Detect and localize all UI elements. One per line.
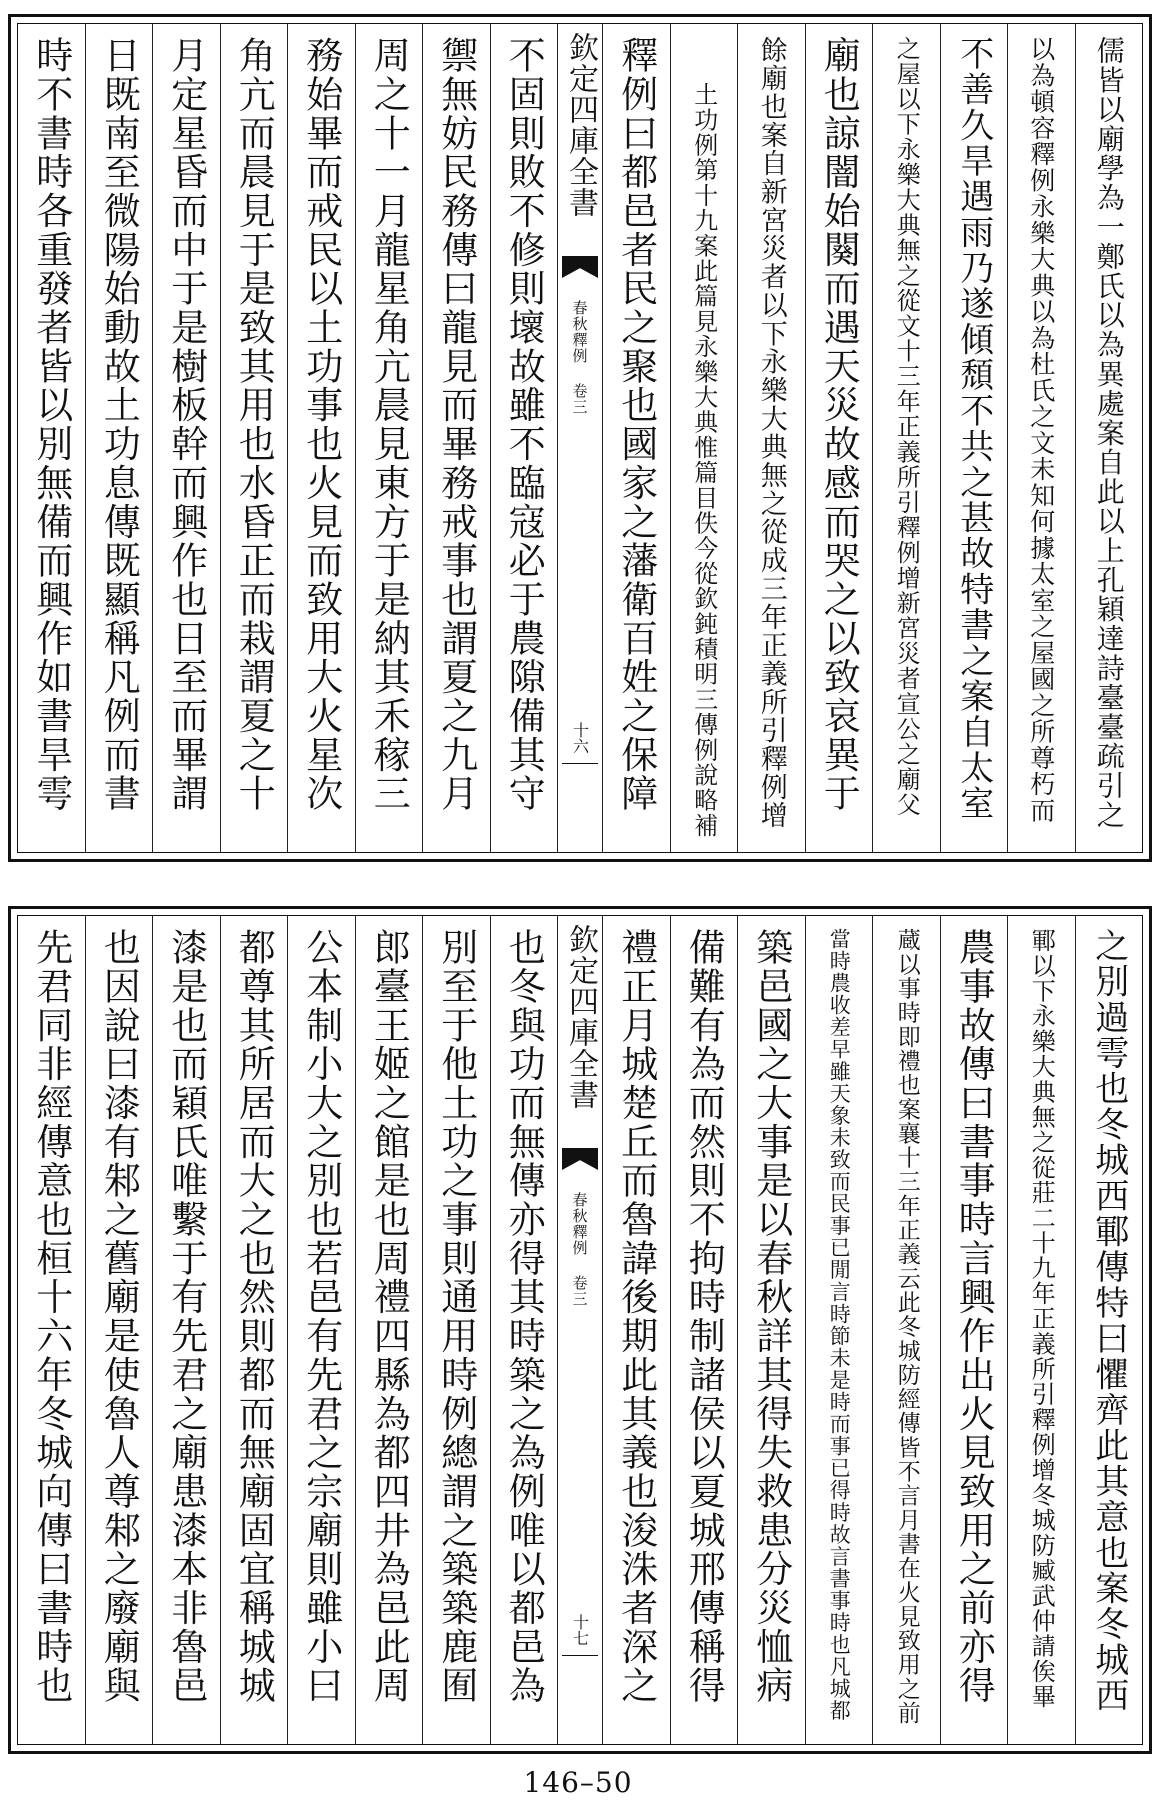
text-column: [1075, 916, 1143, 1744]
text-column: [670, 916, 738, 1744]
column-text: 儒皆以廟學為一鄭氏以為異處案自此以上孔穎達詩臺臺疏引之: [1092, 36, 1126, 830]
fishtail-mark: [562, 256, 598, 278]
column-text: 禮正月城楚丘而魯諱後期此其義也浚洙者深之: [614, 928, 658, 1705]
folio-number: 十七: [570, 1614, 590, 1646]
text-column: [670, 24, 738, 852]
text-column: [872, 24, 940, 852]
column-text: 周之十一月龍星角亢晨見東方于是納其禾稼三: [367, 36, 411, 813]
fold-rule: [562, 763, 598, 764]
column-text: 蔵以事時即禮也案襄十三年正義云此冬城防經傳皆不言月書在火見致用之前: [893, 928, 920, 1725]
column-text: 時不書時各重發者皆以別無備而興作如書旱雩: [29, 36, 73, 813]
column-text: 都尊其所居而大之也然則都而無廟固宜稱城城: [232, 928, 276, 1705]
bottom-page-columns: [18, 916, 1142, 1744]
center-fold: [557, 24, 602, 852]
text-column: [1007, 916, 1075, 1744]
text-column: [220, 916, 288, 1744]
column-text: 土功例第十九案此篇見永樂大典惟篇目佚今從欽鈍積明三傳例說略補: [689, 82, 718, 838]
text-column: [490, 24, 558, 852]
page-number: 146–50: [523, 1766, 633, 1799]
text-column: [355, 916, 423, 1744]
column-text: 之別過雩也冬城西鄆傳特曰懼齊此其意也案冬城西: [1088, 928, 1129, 1714]
fold-rule: [562, 1655, 598, 1656]
juan-label: 卷三: [570, 1275, 589, 1307]
juan-label: 卷三: [570, 383, 589, 415]
column-text: 不固則敗不修則壞故雖不臨寇必于農隙備其守: [502, 36, 546, 813]
column-text: 備難有為而然則不拘時制諸侯以夏城邢傳稱得: [682, 928, 726, 1705]
fishtail-mark: [562, 1148, 598, 1170]
text-column: [220, 24, 288, 852]
column-text: 漆是也而穎氏唯繫于有先君之廟患漆本非魯邑: [164, 928, 208, 1705]
column-text: 也冬與功而無傳亦得其時築之為例唯以都邑為: [502, 928, 546, 1705]
book-name: 春秋釋例: [570, 300, 589, 364]
text-column: [602, 916, 670, 1744]
column-text: 餘廟也案自新宮災者以下永樂大典無之從成三年正義所引釋例增: [755, 36, 787, 830]
column-text: 以為頓容釋例永樂大典以為杜氏之文未知何據太室之屋國之所尊朽而: [1026, 36, 1056, 824]
column-text: 之屋以下永樂大典無之從文十三年正義所引釋例增新宮災者宣公之廟父: [892, 36, 921, 818]
column-text: 角亢而晨見于是致其用也水昏正而栽謂夏之十: [232, 36, 276, 813]
column-text: 公本制小大之別也若邑有先君之宗廟則雖小曰: [299, 928, 343, 1705]
text-column: [18, 916, 85, 1744]
text-column: [287, 916, 355, 1744]
column-text: 廟也諒闇始闋而遇天災故感而哭之以致哀異于: [817, 36, 861, 813]
text-column: [872, 916, 940, 1744]
book-series-title: 欽定四庫全書: [563, 924, 598, 1110]
text-column: [85, 24, 153, 852]
text-column: [805, 24, 873, 852]
top-page-columns: [18, 24, 1142, 852]
text-column: [287, 24, 355, 852]
column-text: 也因說曰漆有邾之舊廟是使魯人尊邾之廢廟與: [97, 928, 141, 1705]
text-column: [422, 916, 490, 1744]
text-column: [602, 24, 670, 852]
column-text: 鄆以下永樂大典無之從莊二十九年正義所引釋例增冬城防臧武仲請俟畢: [1027, 928, 1056, 1710]
book-name: 春秋釋例: [570, 1192, 589, 1256]
text-column: [18, 24, 85, 852]
text-column: [1075, 24, 1143, 852]
column-text: 禦無妨民務傳曰龍見而畢務戒事也謂夏之九月: [434, 36, 478, 813]
text-column: [152, 24, 220, 852]
column-text: 釋例曰都邑者民之聚也國家之藩衛百姓之保障: [614, 36, 658, 813]
text-column: [940, 916, 1008, 1744]
text-column: [422, 24, 490, 852]
column-text: 郎臺王姬之館是也周禮四縣為都四井為邑此周: [367, 928, 411, 1705]
book-title: [570, 1192, 591, 1307]
column-text: 築邑國之大事是以春秋詳其得失救患分災恤病: [749, 928, 793, 1705]
text-column: [85, 916, 153, 1744]
column-text: 務始畢而戒民以土功事也火見而致用大火星次: [299, 36, 343, 813]
text-column: [1007, 24, 1075, 852]
column-text: 日既南至微陽始動故土功息傳既顯稱凡例而書: [97, 36, 141, 813]
bottom-page: [8, 906, 1152, 1754]
book-title: [570, 300, 591, 415]
text-column: [737, 916, 805, 1744]
text-column: [940, 24, 1008, 852]
text-column: [490, 916, 558, 1744]
text-column: [152, 916, 220, 1744]
book-series-title: 欽定四庫全書: [563, 32, 598, 218]
center-fold: [557, 916, 602, 1744]
column-text: 不善久旱遇雨乃遂傾頹不共之甚故特書之案自太室: [953, 36, 994, 822]
bottom-page-frame: [17, 915, 1143, 1745]
column-text: 當時農收差早雖天象未致而民事已閒言時節未是時而事已得時故言書事時也凡城都: [827, 928, 852, 1722]
top-page-frame: [17, 23, 1143, 853]
column-text: 月定星昏而中于是樹板幹而興作也日至而畢謂: [164, 36, 208, 813]
column-text: 先君同非經傳意也桓十六年冬城向傳曰書時也: [29, 928, 73, 1705]
folio-number: 十六: [570, 722, 590, 754]
text-column: [737, 24, 805, 852]
top-page: [8, 14, 1152, 862]
text-column: [805, 916, 873, 1744]
text-column: [355, 24, 423, 852]
column-text: 別至于他土功之事則通用時例總謂之築築鹿囿: [434, 928, 478, 1705]
column-text: 農事故傳曰書事時言興作出火見致用之前亦得: [952, 928, 996, 1705]
